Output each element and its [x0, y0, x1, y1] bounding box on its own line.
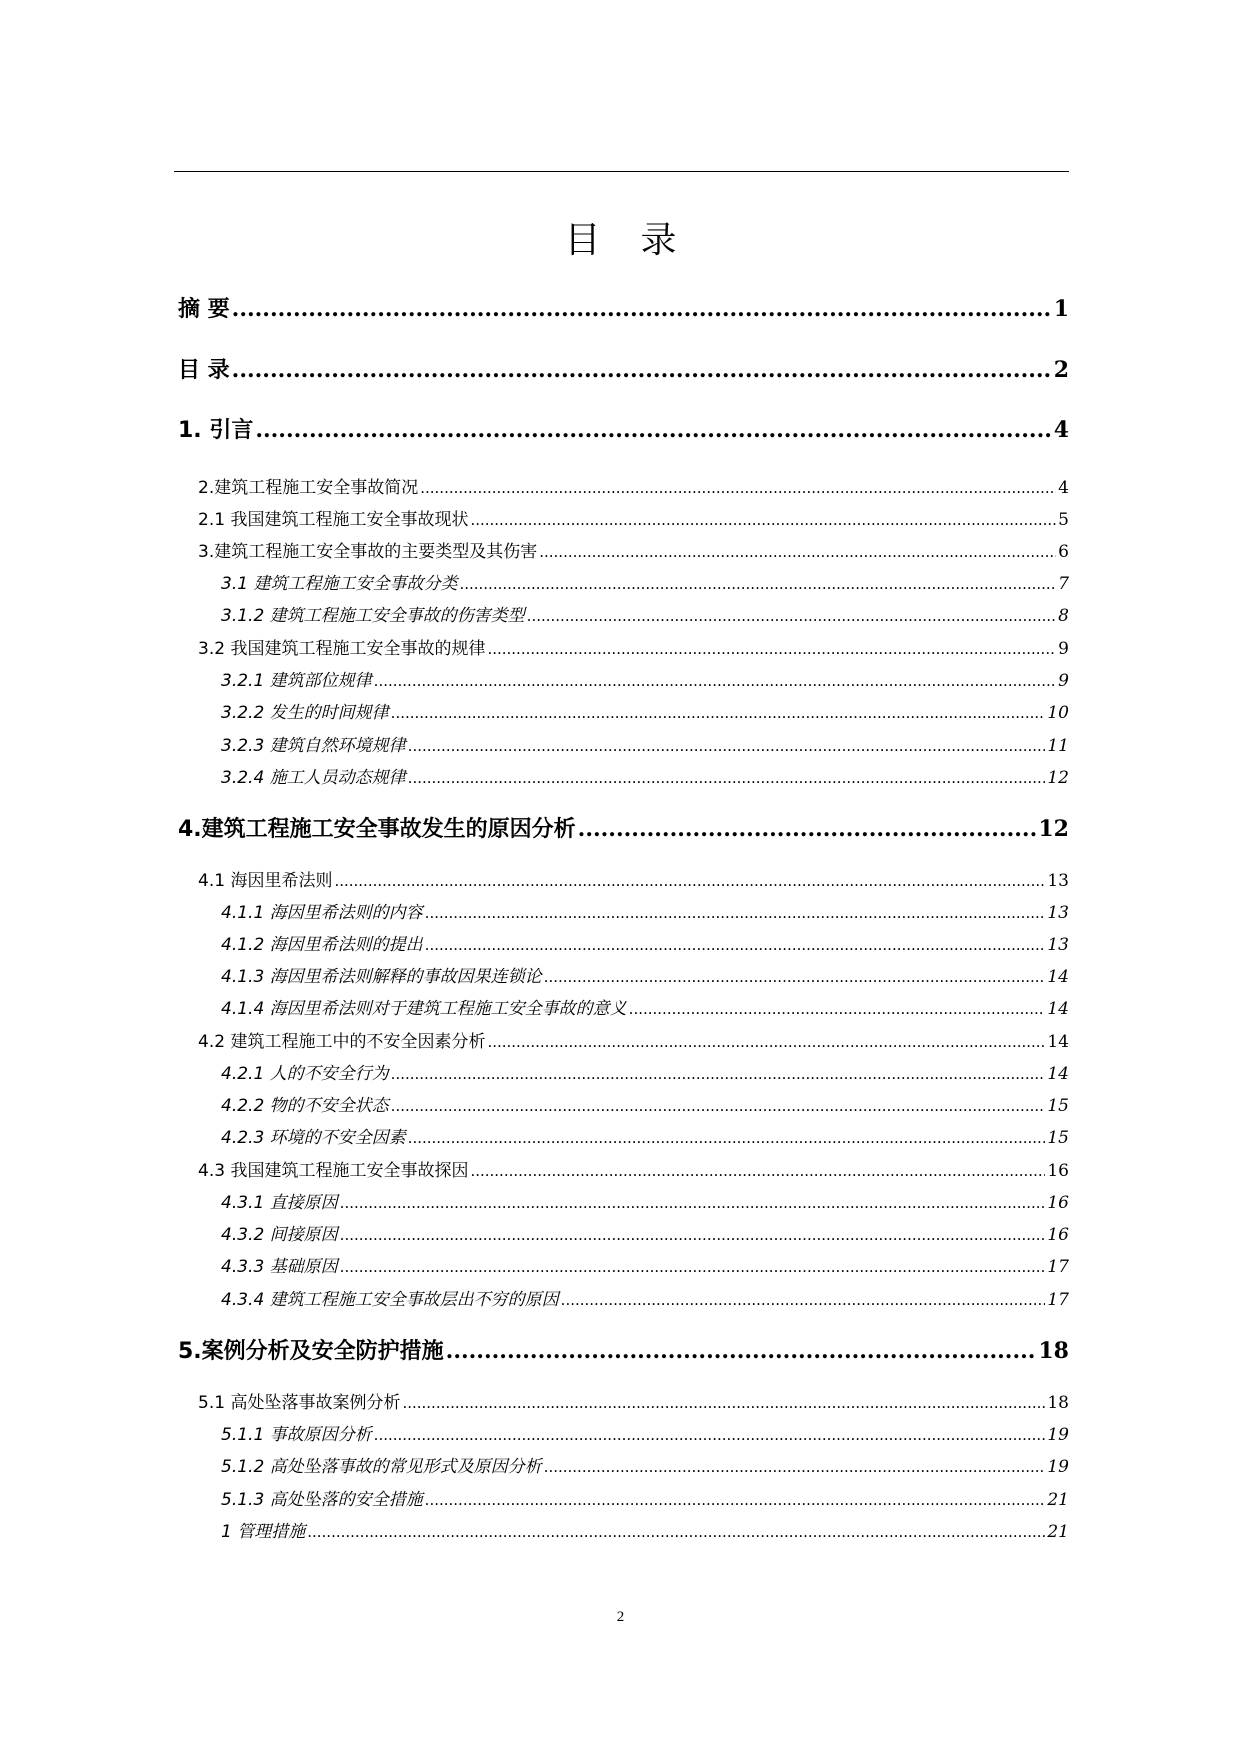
dot-leader: [391, 1065, 1046, 1083]
toc-entry-management-measures[interactable]: [221, 1517, 1069, 1542]
toc-entry-4-1-3[interactable]: [221, 962, 1069, 987]
toc-entry-page: 9: [1058, 671, 1069, 691]
toc-entry-label: 4.1.4 海因里希法则对于建筑工程施工安全事故的意义: [221, 999, 627, 1019]
dot-leader: [459, 575, 1056, 593]
dot-leader: [425, 904, 1046, 922]
dot-leader: [470, 511, 1056, 529]
toc-entry-label: 3.1 建筑工程施工安全事故分类: [221, 574, 458, 594]
toc-entry-2[interactable]: [198, 473, 1069, 498]
toc-entry-label: 4.2.3 环境的不安全因素: [221, 1128, 406, 1148]
toc-entry-page: 14: [1047, 1064, 1069, 1084]
toc-entry-page: 12: [1038, 816, 1069, 842]
dot-leader: [408, 1129, 1046, 1147]
toc-entry-2-1[interactable]: [198, 505, 1069, 530]
dot-leader: [544, 968, 1046, 986]
toc-entry-page: 19: [1047, 1425, 1069, 1445]
toc-entry-label: 4.1 海因里希法则: [198, 871, 333, 891]
toc-entry-page: 16: [1047, 1225, 1069, 1245]
toc-entry-4-2-1[interactable]: [221, 1059, 1069, 1084]
toc-entry-5-1[interactable]: [198, 1388, 1069, 1413]
toc-entry-label: 4.3.2 间接原因: [221, 1225, 338, 1245]
toc-entry-page: 18: [1047, 1393, 1069, 1413]
dot-leader: [425, 1491, 1046, 1509]
toc-entry-label: 1 管理措施: [221, 1522, 306, 1542]
toc-entry-1[interactable]: [178, 413, 1069, 444]
toc-entry-page: 8: [1058, 606, 1069, 626]
toc-entry-label: 3.2 我国建筑工程施工安全事故的规律: [198, 639, 486, 659]
toc-entry-3-2-2[interactable]: [221, 698, 1069, 723]
toc-entry-label: 3.2.1 建筑部位规律: [221, 671, 372, 691]
dot-leader: [561, 1291, 1046, 1309]
dot-leader: [255, 417, 1051, 443]
dot-leader: [232, 296, 1052, 322]
dot-leader: [340, 1258, 1046, 1276]
dot-leader: [446, 1338, 1037, 1364]
toc-entry-3-2-4[interactable]: [221, 763, 1069, 788]
dot-leader: [374, 672, 1057, 690]
dot-leader: [334, 872, 1045, 890]
toc-entry-abstract[interactable]: [178, 292, 1069, 323]
dot-leader: [487, 640, 1056, 658]
footer-page-number: 2: [616, 1609, 625, 1625]
toc-entry-page: 7: [1058, 574, 1069, 594]
toc-entry-label: 2.1 我国建筑工程施工安全事故现状: [198, 510, 469, 530]
toc-title-char-1: 目: [564, 220, 601, 261]
toc-entry-page: 19: [1047, 1457, 1069, 1477]
toc-entry-page: 11: [1047, 736, 1069, 756]
toc-entry-label: 4.3 我国建筑工程施工安全事故探因: [198, 1161, 469, 1181]
toc-entry-page: 5: [1058, 510, 1069, 530]
dot-leader: [408, 769, 1046, 787]
toc-entry-label: 4.1.2 海因里希法则的提出: [221, 935, 423, 955]
toc-entry-4-3-4[interactable]: [221, 1285, 1069, 1310]
toc-entry-4-3-2[interactable]: [221, 1220, 1069, 1245]
toc-entry-label: 1. 引言: [178, 418, 254, 443]
toc-entry-label: 4.3.4 建筑工程施工安全事故层出不穷的原因: [221, 1290, 559, 1310]
toc-entry-label: 目 录: [178, 358, 230, 383]
toc-entry-page: 14: [1047, 999, 1069, 1019]
toc-entry-page: 15: [1047, 1096, 1069, 1116]
toc-entry-4-2-2[interactable]: [221, 1091, 1069, 1116]
dot-leader: [420, 479, 1056, 497]
toc-entry-4-2[interactable]: [198, 1027, 1069, 1052]
toc-entry-label: 4.1.1 海因里希法则的内容: [221, 903, 423, 923]
toc-entry-label: 3.1.2 建筑工程施工安全事故的伤害类型: [221, 606, 525, 626]
toc-entry-page: 10: [1047, 703, 1069, 723]
toc-entry-4-1-1[interactable]: [221, 898, 1069, 923]
dot-leader: [487, 1033, 1045, 1051]
toc-title-char-2: 录: [640, 220, 677, 261]
toc-title: [0, 212, 1241, 263]
toc-entry-label: 3.2.4 施工人员动态规律: [221, 768, 406, 788]
toc-entry-3-2[interactable]: [198, 634, 1069, 659]
dot-leader: [544, 1458, 1046, 1476]
toc-entry-label: 4.2.1 人的不安全行为: [221, 1064, 389, 1084]
dot-leader: [374, 1426, 1046, 1444]
toc-entry-label: 5.1 高处坠落事故案例分析: [198, 1393, 401, 1413]
toc-entry-page: 6: [1058, 542, 1069, 562]
toc-entry-5-1-2[interactable]: [221, 1452, 1069, 1477]
dot-leader: [629, 1000, 1046, 1018]
toc-entry-4-3-1[interactable]: [221, 1188, 1069, 1213]
toc-entry-page: 16: [1047, 1193, 1069, 1213]
toc-entry-3[interactable]: [198, 537, 1069, 562]
toc-entry-page: 17: [1047, 1290, 1069, 1310]
toc-entry-label: 4.2 建筑工程施工中的不安全因素分析: [198, 1032, 486, 1052]
toc-entry-5-1-3[interactable]: [221, 1485, 1069, 1510]
toc-entry-4-1-2[interactable]: [221, 930, 1069, 955]
toc-entry-page: 2: [1053, 357, 1069, 383]
toc-entry-page: 13: [1047, 871, 1069, 891]
toc-entry-page: 21: [1047, 1490, 1069, 1510]
toc-entry-3-2-1[interactable]: [221, 666, 1069, 691]
toc-entry-label: 3.建筑工程施工安全事故的主要类型及其伤害: [198, 542, 538, 562]
toc-entry-3-1[interactable]: [221, 569, 1069, 594]
toc-entry-3-2-3[interactable]: [221, 731, 1069, 756]
toc-entry-label: 摘 要: [178, 297, 230, 322]
toc-entry-contents[interactable]: [178, 353, 1069, 384]
toc-entry-label: 4.3.3 基础原因: [221, 1257, 338, 1277]
dot-leader: [391, 1097, 1046, 1115]
dot-leader: [578, 816, 1037, 842]
toc-entry-page: 21: [1047, 1522, 1069, 1542]
dot-leader: [425, 936, 1046, 954]
toc-entry-page: 14: [1047, 1032, 1069, 1052]
toc-entry-label: 5.1.3 高处坠落的安全措施: [221, 1490, 423, 1510]
dot-leader: [391, 704, 1046, 722]
dot-leader: [408, 737, 1046, 755]
dot-leader: [539, 543, 1056, 561]
toc-entry-page: 16: [1047, 1161, 1069, 1181]
dot-leader: [402, 1394, 1045, 1412]
toc-entry-page: 18: [1038, 1338, 1069, 1364]
dot-leader: [470, 1162, 1045, 1180]
dot-leader: [340, 1194, 1046, 1212]
toc-entry-label: 3.2.2 发生的时间规律: [221, 703, 389, 723]
toc-entry-label: 5.1.2 高处坠落事故的常见形式及原因分析: [221, 1457, 542, 1477]
toc-entry-label: 4.1.3 海因里希法则解释的事故因果连锁论: [221, 967, 542, 987]
toc-entry-label: 3.2.3 建筑自然环境规律: [221, 736, 406, 756]
toc-entry-4-3[interactable]: [198, 1156, 1069, 1181]
toc-entry-label: 2.建筑工程施工安全事故简况: [198, 478, 419, 498]
toc-entry-label: 4.3.1 直接原因: [221, 1193, 338, 1213]
toc-entry-5-1-1[interactable]: [221, 1420, 1069, 1445]
header-rule: [174, 171, 1069, 172]
toc-entry-page: 4: [1058, 478, 1069, 498]
dot-leader: [340, 1226, 1046, 1244]
toc-entry-page: 9: [1058, 639, 1069, 659]
toc-entry-page: 14: [1047, 967, 1069, 987]
toc-entry-page: 17: [1047, 1257, 1069, 1277]
toc-entry-4[interactable]: [178, 812, 1069, 843]
toc-entry-page: 13: [1047, 935, 1069, 955]
toc-entry-page: 13: [1047, 903, 1069, 923]
toc-entry-page: 4: [1053, 417, 1069, 443]
toc-entry-page: 1: [1053, 296, 1069, 322]
toc-entry-label: 5.1.1 事故原因分析: [221, 1425, 372, 1445]
toc-entry-label: 4.2.2 物的不安全状态: [221, 1096, 389, 1116]
toc-entry-3-1-2[interactable]: [221, 601, 1069, 626]
toc-entry-5[interactable]: [178, 1334, 1069, 1365]
dot-leader: [307, 1523, 1045, 1541]
toc-entry-4-2-3[interactable]: [221, 1123, 1069, 1148]
dot-leader: [232, 357, 1052, 383]
toc-entry-label: 5.案例分析及安全防护措施: [178, 1339, 444, 1364]
dot-leader: [527, 607, 1057, 625]
toc-entry-page: 15: [1047, 1128, 1069, 1148]
toc-entry-page: 12: [1047, 768, 1069, 788]
toc-entry-4-3-3[interactable]: [221, 1252, 1069, 1277]
toc-entry-4-1-4[interactable]: [221, 994, 1069, 1019]
toc-entry-label: 4.建筑工程施工安全事故发生的原因分析: [178, 817, 576, 842]
toc-entry-4-1[interactable]: [198, 866, 1069, 891]
